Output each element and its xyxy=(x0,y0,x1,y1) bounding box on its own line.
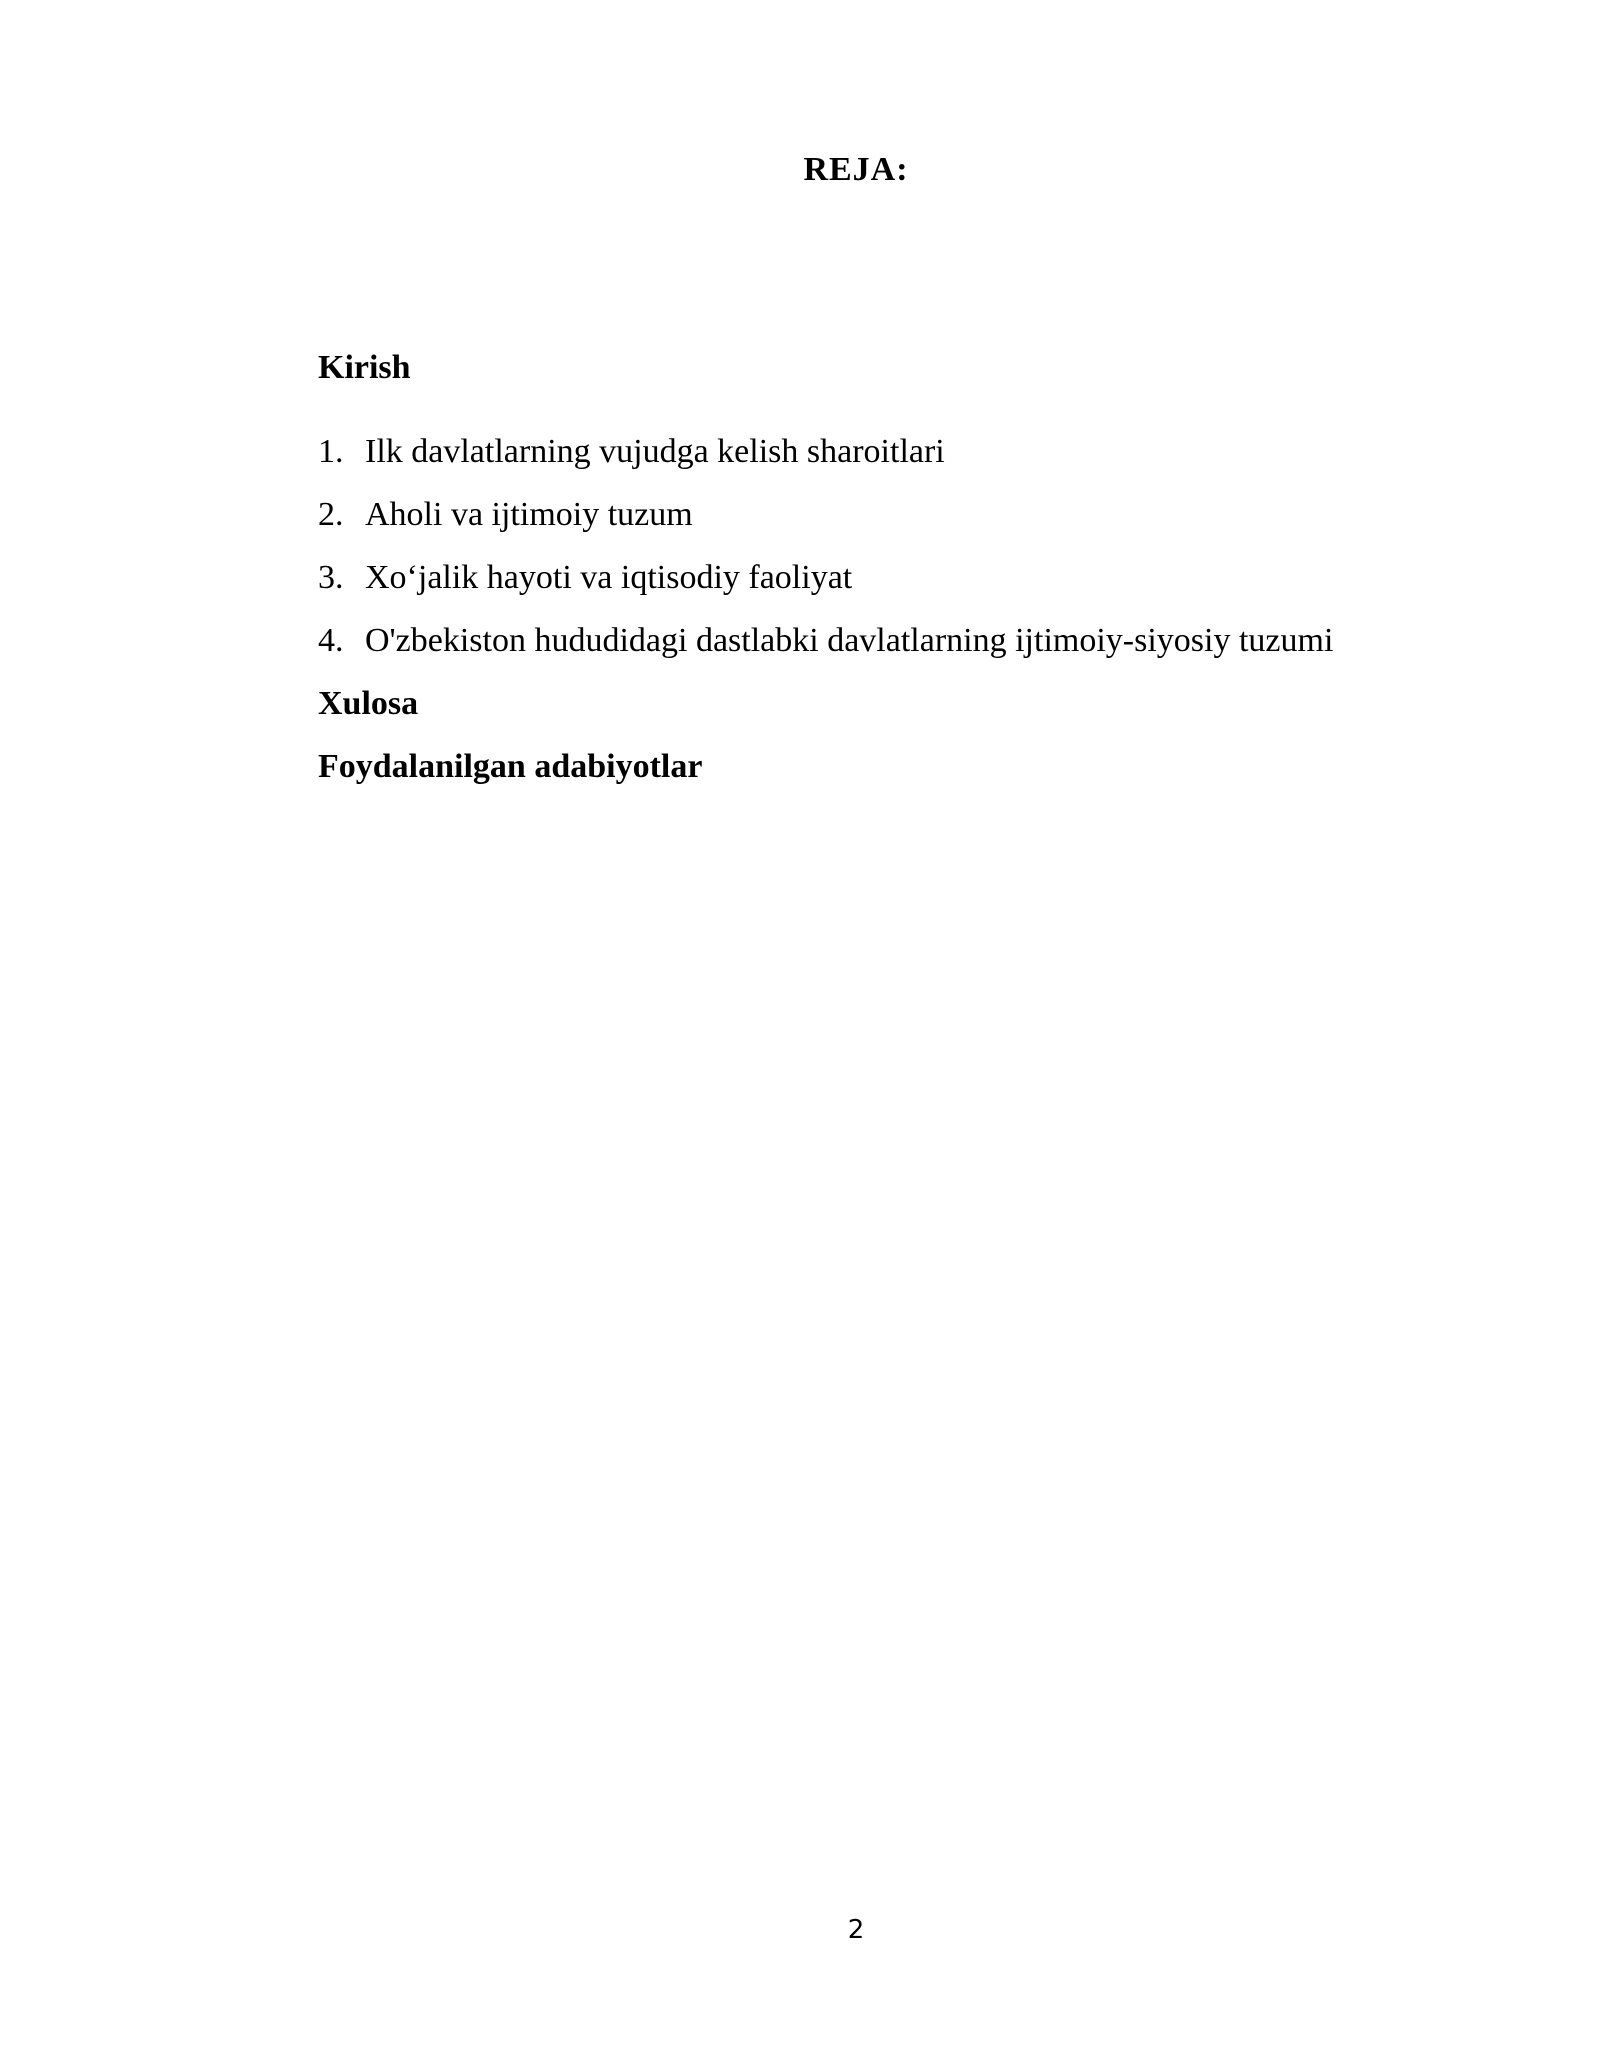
plan-item-2 xyxy=(318,493,1518,556)
plan-item-1 xyxy=(318,430,1518,493)
plan-item-text: Aholi va ijtimoiy tuzum xyxy=(365,496,693,533)
plan-item-number: 2. xyxy=(318,496,344,533)
plan-item-4 xyxy=(318,619,1518,682)
plan-item-3 xyxy=(318,556,1518,619)
plan-item-text: Xo‘jalik hayoti va iqtisodiy faoliyat xyxy=(365,559,853,596)
introduction-heading: Kirish xyxy=(318,349,411,386)
plan-outline xyxy=(318,346,1518,789)
plan-item-text: Ilk davlatlarning vujudga kelish sharoitlari xyxy=(365,433,945,470)
plan-title: REJA: xyxy=(803,151,909,188)
plan-item-number: 3. xyxy=(318,559,344,596)
plan-list xyxy=(318,430,1518,682)
plan-item-number: 4. xyxy=(318,622,344,659)
conclusion-heading: Xulosa xyxy=(318,685,419,722)
plan-item-number: 1. xyxy=(318,433,344,470)
page-number: 2 xyxy=(847,1915,865,1945)
plan-item-text: O'zbekiston hududidagi dastlabki davlatlarning ijtimoiy-siyosiy tuzumi xyxy=(365,622,1334,659)
references-heading: Foydalanilgan adabiyotlar xyxy=(318,748,703,785)
